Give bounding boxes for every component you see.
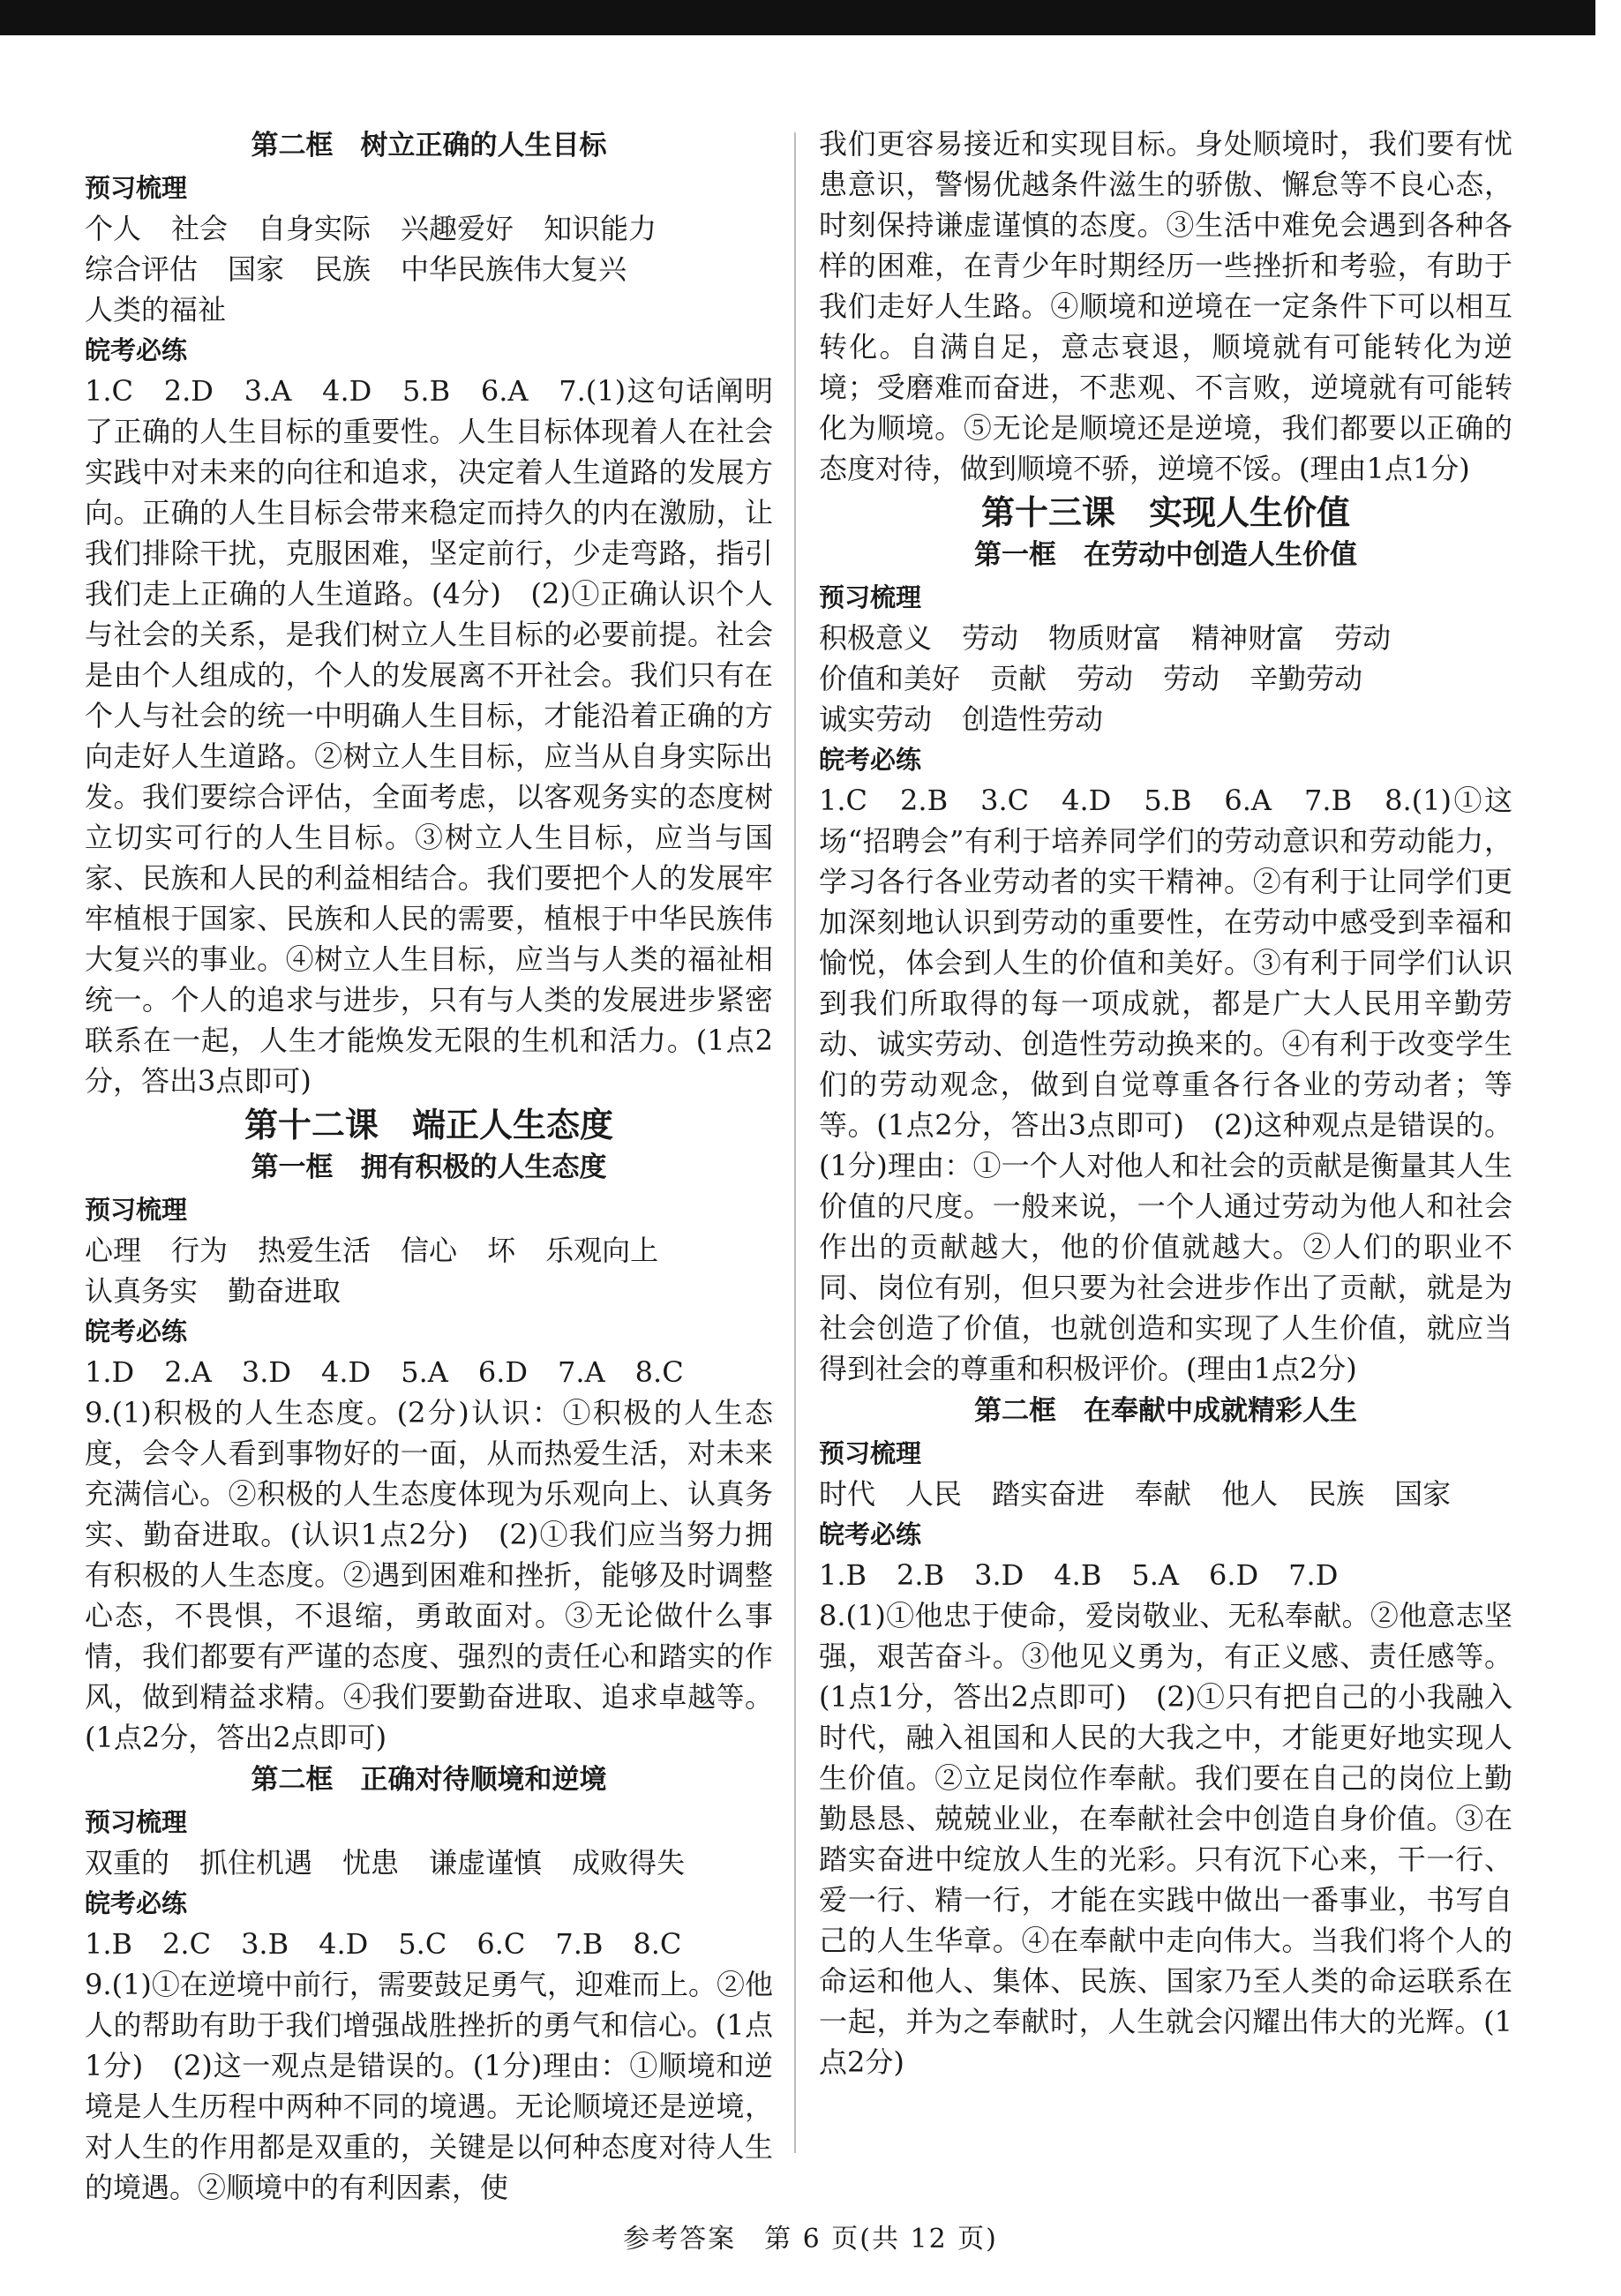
term: 人民 bbox=[905, 1477, 963, 1511]
term: 行为 bbox=[171, 1234, 229, 1267]
term: 抓住机遇 bbox=[199, 1846, 313, 1880]
mc-answer: 3.B bbox=[241, 1927, 289, 1961]
term: 信心 bbox=[401, 1234, 458, 1267]
term: 忧患 bbox=[342, 1846, 400, 1880]
section-label-exam: 皖考必练 bbox=[85, 335, 188, 365]
mc-answer: 1.D bbox=[85, 1355, 135, 1389]
column-divider bbox=[794, 132, 796, 2153]
term: 中华民族伟大复兴 bbox=[401, 252, 627, 286]
answer-paragraph: 8.(1)①他忠于使命，爱岗敬业、无私奉献。②他意志坚强，艰苦奋斗。③他见义勇为，有正义感、责任感等。(1点1分，答出2点即可) (2)①只有把自己的小我融入时代，融入祖国和人民的大我之中，才能更好地实现人生价值。②立足岗位作奉献。我们要在自己的岗位上勤勤恳恳、兢兢业业，在奉献社会中创造自身价值。③在踏实奋进中绽放人生的光彩。只有沉下心来，干一行、爱一行、精一行，才能在实践中做出一番事业，书写自己的人生华章。④在奉献中走向伟大。当我们将个人的命运和他人、集体、民族、国家乃至人类的命运联系在一起，并为之奉献时，人生就会闪耀出伟大的光辉。(1点2分) bbox=[819, 1599, 1512, 2079]
section-label-preview: 预习梳理 bbox=[819, 1438, 922, 1468]
term: 国家 bbox=[1394, 1477, 1452, 1511]
term: 积极意义 bbox=[819, 621, 933, 655]
term: 劳动 bbox=[1334, 621, 1392, 655]
term: 精神财富 bbox=[1191, 621, 1305, 655]
frame-title: 第二框 树立正确的人生目标 bbox=[251, 130, 607, 161]
term: 乐观向上 bbox=[545, 1234, 659, 1267]
term: 奉献 bbox=[1135, 1477, 1192, 1511]
term: 辛勤劳动 bbox=[1250, 662, 1363, 695]
frame-title: 第二框 正确对待顺境和逆境 bbox=[251, 1764, 607, 1796]
section-label-preview: 预习梳理 bbox=[819, 582, 922, 612]
term: 劳动 bbox=[1077, 662, 1134, 695]
term: 坏 bbox=[487, 1234, 516, 1267]
preview-terms bbox=[85, 208, 773, 330]
term: 谦虚谨慎 bbox=[429, 1846, 543, 1880]
section-label-exam: 皖考必练 bbox=[819, 1519, 922, 1549]
answer-paragraph: 1.C 2.B 3.C 4.D 5.B 6.A 7.B 8.(1)①这场“招聘会”有利于培养同学们的劳动意识和劳动能力，学习各行各业劳动者的实干精神。②有利于让同学们更加深刻地认识到劳动的重要性，在劳动中感受到幸福和愉悦，体会到人生的价值和美好。③有利于同学们认识到我们所取得的每一项成就，都是广大人民用辛勤劳动、诚实劳动、创造性劳动换来的。④有利于改变学生们的劳动观念，做到自觉尊重各行各业的劳动者；等等。(1点2分，答出3点即可) (2)这种观点是错误的。(1分)理由：①一个人对他人和社会的贡献是衡量其人生价值的尺度。一般来说，一个人通过劳动为他人和社会作出的贡献越大，他的价值就越大。②人们的职业不同、岗位有别，但只要为社会进步作出了贡献，就是为社会创造了价值，也就创造和实现了人生价值，就应当得到社会的尊重和积极评价。(理由1点2分) bbox=[819, 784, 1512, 1385]
term: 自身实际 bbox=[258, 212, 371, 245]
answer-paragraph: 1.C 2.D 3.A 4.D 5.B 6.A 7.(1)这句话阐明了正确的人生目标的重要性。人生目标体现着人在社会实践中对未来的向往和追求，决定着人生道路的发展方向。正确的人生目标会带来稳定而持久的内在激励，让我们排除干扰，克服困难，坚定前行，少走弯路，指引我们走上正确的人生道路。(4分) (2)①正确认识个人与社会的关系，是我们树立人生目标的必要前提。社会是由个人组成的，个人的发展离不开社会。我们只有在个人与社会的统一中明确人生目标，才能沿着正确的方向走好人生道路。②树立人生目标，应当从自身实际出发。我们要综合评估，全面考虑，以客观务实的态度树立切实可行的人生目标。③树立人生目标，应当与国家、民族和人民的利益相结合。我们要把个人的发展牢牢植根于国家、民族和人民的需要，植根于中华民族伟大复兴的事业。④树立人生目标，应当与人类的福祉相统一。个人的追求与进步，只有与人类的发展进步紧密联系在一起，人生才能焕发无限的生机和活力。(1点2分，答出3点即可) bbox=[85, 374, 773, 1098]
frame-title: 第一框 在劳动中创造人生价值 bbox=[974, 539, 1357, 571]
mc-answer: 7.B bbox=[555, 1927, 604, 1961]
mc-answer: 1.B bbox=[85, 1927, 133, 1961]
section-label-preview: 预习梳理 bbox=[85, 1195, 188, 1225]
preview-terms bbox=[819, 618, 1512, 739]
term: 勤奋进取 bbox=[228, 1274, 341, 1308]
mc-answer: 2.A bbox=[164, 1355, 212, 1389]
right-column bbox=[819, 124, 1512, 2082]
mc-answer: 8.C bbox=[633, 1927, 682, 1961]
term: 劳动 bbox=[1163, 662, 1220, 695]
section-label-preview: 预习梳理 bbox=[85, 173, 188, 203]
page-footer: 参考答案 第 6 页(共 12 页) bbox=[623, 2224, 998, 2255]
multiple-choice-answers bbox=[85, 1352, 773, 1392]
term: 认真务实 bbox=[85, 1274, 199, 1308]
section-label-preview: 预习梳理 bbox=[85, 1807, 188, 1837]
mc-answer: 2.B bbox=[897, 1558, 945, 1592]
term: 诚实劳动 bbox=[819, 702, 933, 736]
top-border-gap bbox=[0, 35, 1595, 49]
mc-answer: 4.B bbox=[1054, 1558, 1102, 1592]
term: 价值和美好 bbox=[819, 662, 961, 695]
term: 创造性劳动 bbox=[962, 702, 1104, 736]
mc-answer: 7.A bbox=[558, 1355, 605, 1389]
term: 兴趣爱好 bbox=[401, 212, 514, 245]
term: 时代 bbox=[819, 1477, 876, 1511]
mc-answer: 3.D bbox=[974, 1558, 1024, 1592]
mc-answer: 5.A bbox=[401, 1355, 448, 1389]
mc-answer: 6.D bbox=[1208, 1558, 1259, 1592]
section-label-exam: 皖考必练 bbox=[85, 1317, 188, 1347]
frame-title: 第一框 拥有积极的人生态度 bbox=[251, 1152, 607, 1183]
multiple-choice-answers bbox=[819, 1555, 1512, 1595]
answer-paragraph: 9.(1)①在逆境中前行，需要鼓足勇气，迎难而上。②他人的帮助有助于我们增强战胜挫折的勇气和信心。(1点1分) (2)这一观点是错误的。(1分)理由：①顺境和逆境是人生历程中两种不同的境遇。无论顺境还是逆境，对人生的作用都是双重的，关键是以何种态度对待人生的境遇。②顺境中的有利因素，使 bbox=[85, 1968, 773, 2204]
preview-terms bbox=[819, 1474, 1512, 1514]
term: 综合评估 bbox=[85, 252, 199, 286]
mc-answer: 6.D bbox=[477, 1355, 529, 1389]
term: 双重的 bbox=[85, 1846, 170, 1880]
term: 他人 bbox=[1221, 1477, 1279, 1511]
mc-answer: 1.B bbox=[819, 1558, 867, 1592]
multiple-choice-answers bbox=[85, 1924, 773, 1964]
frame-title: 第二框 在奉献中成就精彩人生 bbox=[974, 1395, 1357, 1427]
mc-answer: 8.C bbox=[634, 1355, 684, 1389]
mc-answer: 5.C bbox=[398, 1927, 447, 1961]
term: 个人 bbox=[85, 212, 142, 245]
term: 热爱生活 bbox=[258, 1234, 371, 1267]
lesson-title: 第十二课 端正人生态度 bbox=[244, 1106, 613, 1144]
left-column bbox=[85, 124, 773, 2208]
mc-answer: 7.D bbox=[1288, 1558, 1339, 1592]
mc-answer: 5.A bbox=[1131, 1558, 1179, 1592]
lesson-title: 第十三课 实现人生价值 bbox=[980, 493, 1350, 532]
mc-answer: 2.C bbox=[162, 1927, 212, 1961]
term: 民族 bbox=[1308, 1477, 1365, 1511]
term: 人类的福祉 bbox=[85, 293, 227, 326]
answer-paragraph: 9.(1)积极的人生态度。(2分)认识：①积极的人生态度，会令人看到事物好的一面，从而热爱生活，对未来充满信心。②积极的人生态度体现为乐观向上、认真务实、勤奋进取。(认识1点2分) (2)①我们应当努力拥有积极的人生态度。②遇到困难和挫折，能够及时调整心态，不畏惧，不退缩，勇敢面对。③无论做什么事情，我们都要有严谨的态度、强烈的责任心和踏实的作风，做到精益求精。④我们要勤奋进取、追求卓越等。(1点2分，答出2点即可) bbox=[85, 1396, 773, 1754]
term: 物质财富 bbox=[1048, 621, 1162, 655]
term: 社会 bbox=[171, 212, 229, 245]
term: 民族 bbox=[314, 252, 371, 286]
mc-answer: 3.D bbox=[241, 1355, 292, 1389]
term: 心理 bbox=[85, 1234, 142, 1267]
term: 贡献 bbox=[990, 662, 1047, 695]
mc-answer: 4.D bbox=[321, 1355, 371, 1389]
term: 踏实奋进 bbox=[992, 1477, 1106, 1511]
mc-answer: 4.D bbox=[319, 1927, 369, 1961]
mc-answer: 6.C bbox=[477, 1927, 526, 1961]
section-label-exam: 皖考必练 bbox=[819, 745, 922, 775]
term: 成败得失 bbox=[572, 1846, 686, 1880]
term: 知识能力 bbox=[544, 212, 657, 245]
section-label-exam: 皖考必练 bbox=[85, 1888, 188, 1918]
term: 劳动 bbox=[962, 621, 1019, 655]
term: 国家 bbox=[228, 252, 285, 286]
preview-terms bbox=[85, 1230, 773, 1311]
preview-terms bbox=[85, 1842, 773, 1883]
answer-paragraph-continued: 我们更容易接近和实现目标。身处顺境时，我们要有忧患意识，警惕优越条件滋生的骄傲、懈怠等不良心态，时刻保持谦虚谨慎的态度。③生活中难免会遇到各种各样的困难，在青少年时期经历一些挫折和考验，有助于我们走好人生路。④顺境和逆境在一定条件下可以相互转化。自满自足，意志衰退，顺境就有可能转化为逆境；受磨难而奋进，不悲观、不言败，逆境就有可能转化为顺境。⑤无论是顺境还是逆境，我们都要以正确的态度对待，做到顺境不骄，逆境不馁。(理由1点1分) bbox=[819, 127, 1512, 485]
